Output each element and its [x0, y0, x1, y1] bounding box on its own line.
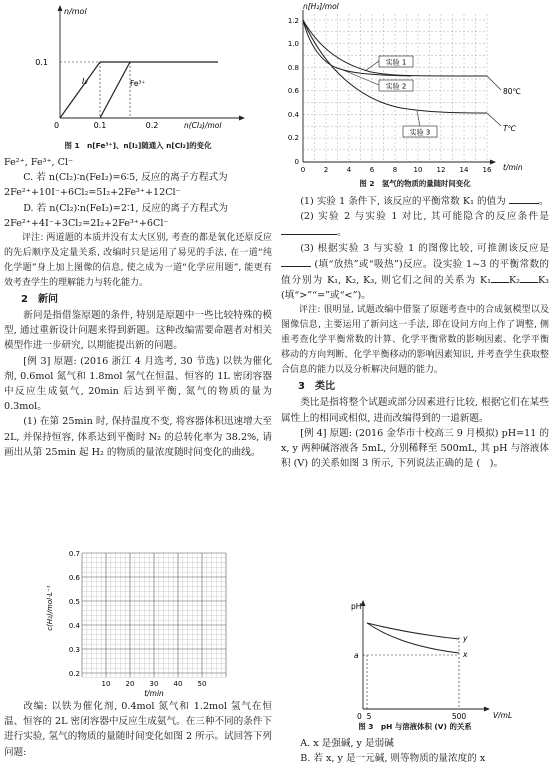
question-1: (1) 实验 1 条件下, 该反应的平衡常数 K₁ 的值为 。	[281, 193, 549, 209]
fig1-y-label: n/mol	[64, 7, 87, 16]
option-b: B. 若 x, y 是一元碱, 则等物质的量浓度的 x	[300, 753, 486, 765]
grid-y-tick-0.5: 0.5	[68, 598, 80, 606]
graph-paper-chart	[4, 548, 272, 698]
grid-y-tick-0.2: 0.2	[68, 670, 80, 678]
figure-2	[281, 0, 549, 178]
figure-3	[281, 597, 549, 723]
option-c-equation: 2Fe²⁺+10I⁻+6Cl₂=5I₂+2Fe³⁺+12Cl⁻	[4, 187, 181, 199]
fig3-y-label: pH	[351, 602, 362, 611]
fig1-x-tick-1: 0.1	[93, 121, 107, 130]
fig3-x-tick-500: 500	[451, 712, 467, 721]
fig2-y-tick-1.0: 1.0	[287, 40, 299, 48]
fig1-x-tick-0: 0	[54, 121, 60, 130]
option-c: C. 若 n(Cl₂)∶n(FeI₂)=6∶5, 反应的离子方程式为	[23, 172, 228, 184]
answer-blank-5[interactable]	[520, 272, 538, 283]
fig2-x-tick-14: 14	[459, 166, 469, 174]
fig2-temp1-leader	[487, 76, 501, 90]
paragraph-analogy: 类比是指将整个试题或部分因素进行比较, 根据它们在某些属性上的相同或相似, 进而改编得到的一道新题。	[281, 397, 549, 424]
example-4: [例 4] 原题: (2016 金华市十校高三 9 月模拟) pH=11 的 x, y 两种碱溶液各 5mL, 分别稀释至 500mL, 其 pH 与溶液体积 (V) 的关系如图 3 所示, 下列说法正确的是 ( )。	[281, 427, 549, 470]
grid-x-tick-50: 50	[197, 680, 207, 688]
fig2-temp2-leader	[487, 113, 501, 126]
fig2-y-tick-0: 0	[294, 158, 299, 166]
fig2-y-label: n[H₂]/mol	[303, 2, 339, 11]
option-d-equation: 2Fe²⁺+4I⁻+3Cl₂=2I₂+2Fe³⁺+6Cl⁻	[4, 217, 169, 229]
fig1-i2-line	[60, 62, 100, 118]
question-3-text-c: K₂	[508, 275, 520, 287]
fig3-x-arrow	[484, 707, 490, 712]
answer-blank-4[interactable]	[491, 272, 509, 283]
example-3-question-1: (1) 在第 25min 时, 保持温度不变, 将容器体积迅速增大至 2L, 并保持恒容, 体系达到平衡时 N₂ 的总转化率为 38.2%, 请画出从第 25min 起 H₂ 的物质的量浓度随时间变化的曲线。	[4, 416, 272, 458]
grid-y-label: c(H₂)/mol·L⁻¹	[46, 585, 54, 631]
answer-blank-3[interactable]	[281, 256, 311, 267]
grid-y-tick-0.3: 0.3	[68, 646, 80, 654]
fig1-fe3-line	[100, 62, 130, 118]
fig1-x-label: n(Cl₂)/mol	[184, 121, 222, 130]
fig2-caption: 图 2 氢气的物质的量随时间变化	[359, 179, 471, 188]
fig2-y-tick-0.6: 0.6	[287, 87, 299, 95]
fig2-temp1-label: 80℃	[503, 87, 521, 96]
right-column	[281, 0, 549, 768]
section-heading-3: 3 类比	[298, 381, 335, 393]
fig2-x-tick-6: 6	[369, 166, 375, 174]
fig3-curve-x	[367, 623, 459, 653]
fig2-x-tick-8: 8	[392, 166, 398, 174]
grid-x-tick-20: 20	[125, 680, 135, 688]
fig1-y-tick: 0.1	[35, 58, 48, 67]
fig2-x-arrow	[490, 160, 496, 165]
fig2-x-tick-4: 4	[346, 166, 352, 174]
answer-blank-1[interactable]	[509, 193, 539, 204]
comment-2: 评注: 很明显, 试题改编中借鉴了原题考查中的合成氨模型以及图像信息, 主要运用了新问这一手法, 即在设问方向上作了调整, 侧重考查化学平衡常数的计算、化学平衡常数的影响因素、化学平衡移动的方向判断、化学平衡移动的影响因素知识, 并考查学生获取整合信息的能力以及分析解决问题的能力。	[281, 305, 549, 376]
fig3-x-tick-5: 5	[366, 712, 372, 721]
fig2-exp1-label: 实验 1	[385, 58, 407, 67]
fig1-x-tick-2: 0.2	[145, 121, 159, 130]
fig2-y-tick-1.2: 1.2	[287, 17, 299, 25]
answer-blank-2[interactable]	[281, 224, 337, 235]
fig3-a-label: a	[354, 651, 359, 660]
fig3-curve-y-label: y	[463, 634, 468, 643]
fig2-x-tick-16: 16	[482, 166, 492, 174]
grid-x-label: t/min	[144, 689, 164, 698]
fig2-x-tick-2: 2	[323, 166, 329, 174]
question-3-text-b: (填“放热”或“吸热”)反应。设实验 1~3 的平衡常数的值分别为 K₁, K₂, K₃, 则它们之间的关系为 K₁	[281, 258, 549, 287]
question-2: (2) 实验 2 与实验 1 对比, 其可能隐含的反应条件是 。	[281, 209, 549, 240]
fig2-y-tick-0.4: 0.4	[287, 111, 299, 119]
fig1-i2-label: I₂	[82, 77, 88, 86]
fig1-y-arrow	[58, 5, 63, 11]
fig2-y-tick-0.2: 0.2	[287, 134, 299, 142]
fig2-temp2-label: T℃	[503, 124, 517, 133]
question-3-text-a: (3) 根据实验 3 与实验 1 的图像比较, 可推测该反应是	[300, 242, 549, 254]
adaptation-paragraph: 改编: 以铁为催化剂, 0.4mol 氮气和 1.2mol 氢气在恒温、恒容的 2L 密闭容器中反应生成氨气。在三种不同的条件下进行实验, 氢气的物质的量随时间变化如图 2 所示。试回答下列问题:	[4, 701, 272, 758]
fig2-x-tick-12: 12	[436, 166, 446, 174]
figure-1	[4, 0, 272, 130]
question-3	[281, 241, 549, 304]
text-options-tail: Fe²⁺, Fe³⁺, Cl⁻	[4, 157, 74, 168]
example-3: [例 3] 原题: (2016 浙江 4 月选考, 30 节选) 以铁为催化剂, 0.6mol 氮气和 1.8mol 氢气在恒温、恒容的 1L 密闭容器中反应生成氨气, 20min 后达到平衡, 氮气的物质的量为 0.3mol。	[4, 355, 272, 413]
grid-x-tick-30: 30	[149, 680, 159, 688]
fig3-origin: 0	[357, 712, 362, 721]
fig2-exp2-label: 实验 2	[385, 82, 407, 91]
option-a: A. x 是强碱, y 是弱碱	[300, 738, 394, 749]
grid-x-tick-10: 10	[101, 680, 111, 688]
fig1-x-arrow	[239, 116, 245, 121]
left-column	[4, 0, 272, 768]
question-3-text-d: K₃ (填“>”“=”或“<”)。	[281, 275, 549, 302]
question-2-text: (2) 实验 2 与实验 1 对比, 其可能隐含的反应条件是	[300, 211, 549, 223]
grid-y-tick-0.6: 0.6	[68, 574, 80, 582]
grid-y-tick-0.7: 0.7	[68, 550, 80, 558]
fig2-y-tick-0.8: 0.8	[287, 64, 299, 72]
fig2-x-label: t/min	[503, 163, 523, 172]
paragraph-new-question: 新问是指借鉴原题的条件, 特别是原题中一些比较特殊的模型, 通过重新设计问题来得到新题。这种改编需要命题者对相关模型作进一步研究, 以期能提出新的问题。	[4, 310, 272, 352]
question-1-text: (1) 实验 1 条件下, 该反应的平衡常数 K₁ 的值为	[300, 196, 506, 207]
grid-x-tick-40: 40	[173, 680, 183, 688]
comment-1: 评注: 两道题的本质并没有太大区别, 考查的都是氧化还原反应的先后顺序及定量关系, 改编时只是运用了易见的手法, 在一道“纯化学题”身上加上图像的信息, 使之成为一道“化学应用题”, 能更有效考查学生的理解能力与转化能力。	[4, 233, 272, 289]
grid-lines	[82, 553, 226, 678]
grid-y-tick-0.4: 0.4	[68, 622, 80, 630]
fig1-caption: 图 1 n[Fe³⁺]、n[I₂]随通入 n[Cl₂]的变化	[64, 141, 212, 150]
fig2-x-tick-10: 10	[413, 166, 423, 174]
fig1-fe3-label: Fe³⁺	[130, 79, 146, 88]
section-heading-2: 2 新问	[21, 294, 58, 306]
fig3-x-label: V/mL	[493, 711, 513, 720]
fig2-exp3-label: 实验 3	[409, 128, 431, 137]
fig2-exp3-leader	[417, 111, 420, 126]
fig3-curve-x-label: x	[463, 650, 468, 659]
fig3-caption: 图 3 pH 与溶液体积 (V) 的关系	[358, 722, 472, 731]
fig2-x-tick-0: 0	[300, 166, 306, 174]
option-d: D. 若 n(Cl₂)∶n(FeI₂)=2∶1, 反应的离子方程式为	[23, 202, 228, 214]
